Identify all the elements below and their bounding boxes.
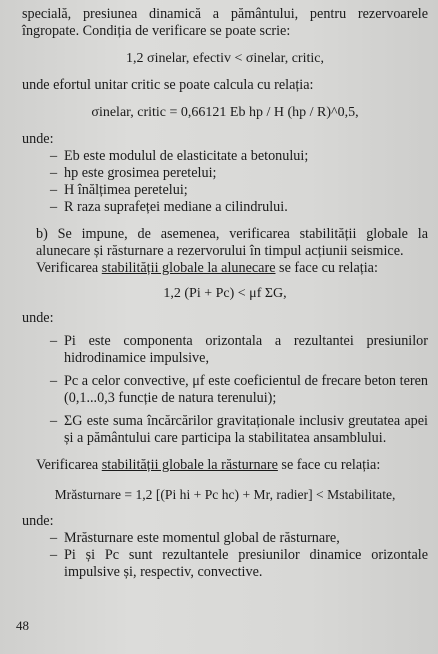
sliding-check-intro: Verificarea stabilității globale la alunecare se face cu relația: [36,260,378,276]
definition-item: – Pc a celor convective, μf este coeficientul de frecare beton teren (0,1...0,3 funcție de natura terenului); [50,373,428,406]
definition-item: – Pi este componenta orizontala a rezultantei presiunilor hidrodinamice impulsive, [50,333,428,366]
definition-list-1 [22,148,428,216]
definition-item: – Eb este modulul de elasticitate a betonului; [50,148,309,164]
page-number: 48 [16,618,29,633]
where-label-3: unde: [22,513,54,529]
definition-list-3 [22,530,428,581]
overturning-underlined-term: stabilității globale la răsturnare [101,457,278,473]
where-label-2: unde: [22,310,54,326]
equation-overturning: Mrăsturnare = 1,2 [(Pi hi + Pc hc) + Mr, radier] < Mstabilitate, [54,487,396,502]
equation-stress-check: 1,2 σinelar, efectiv < σinelar, critic, [126,51,324,66]
definition-item: – Pi și Pc sunt rezultantele presiunilor dinamice orizontale impulsive și, respectiv, convective. [50,547,428,580]
critical-stress-intro: unde efortul unitar critic se poate calcula cu relația: [22,77,314,93]
definition-item: – hp este grosimea peretelui; [50,165,217,181]
definition-item: – Mrăsturnare este momentul global de răsturnare, [50,530,340,546]
where-label-1: unde: [22,131,54,147]
definition-list-2 [22,333,428,447]
definition-item: – H înălțimea peretelui; [50,182,188,198]
intro-paragraph: specială, presiunea dinamică a pământului, pentru rezervoarele îngropate. Condiția de verificare se poate scrie: [22,6,428,39]
overturning-check-intro: Verificarea stabilității globale la răsturnare se face cu relația: [36,457,381,473]
equation-critical-stress: σinelar, critic = 0,66121 Eb hp / H (hp / R)^0,5, [91,105,359,120]
sliding-underlined-term: stabilității globale la alunecare [101,260,276,276]
paragraph-b: b) Se impune, de asemenea, verificarea stabilității globale la alunecare și răsturnare a rezervorului în timpul acțiunii seismice. [36,226,428,259]
definition-item: – ΣG este suma încărcărilor gravitaționale inclusiv greutatea apei și a pământului care participa la stabilitatea ansamblului. [50,413,428,446]
definition-item: – R raza suprafeței mediane a cilindrului. [50,199,288,215]
equation-sliding: 1,2 (Pi + Pc) < μf ΣG, [163,286,287,301]
